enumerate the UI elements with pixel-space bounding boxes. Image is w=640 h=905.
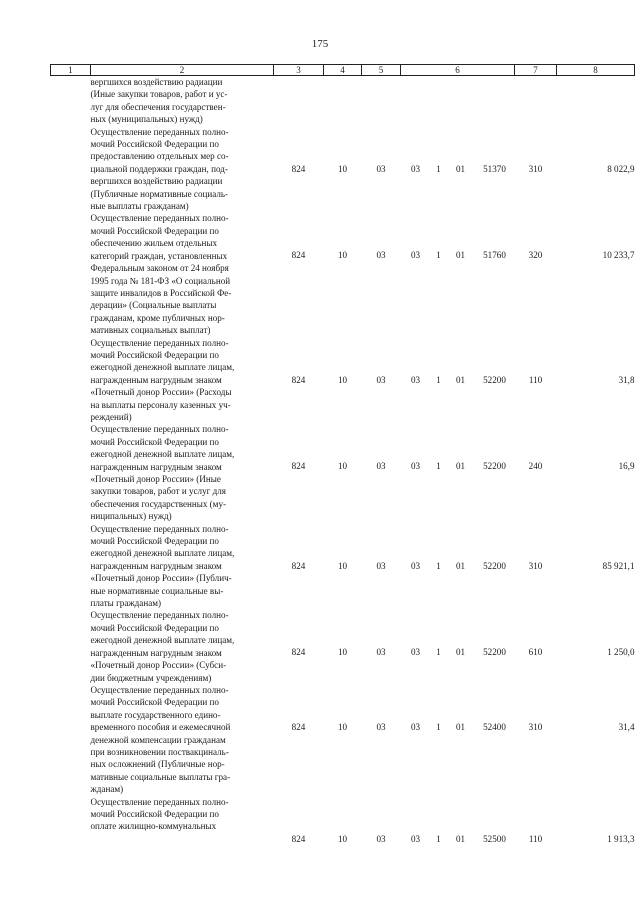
row-description: Осуществление переданных полно- мочий Российской Федерации по ежегодной денежной выплате лицам, награжденным нагрудным знаком «Почетный донор России» (Иные закупки товаров, работ и услуг для обеспечения государственных (му- ниципальных) нужд) (90, 424, 235, 522)
cell-amount: 31,4 (618, 721, 635, 732)
column-header: 7 (515, 65, 557, 76)
cell-ministry-code: 824 (291, 833, 306, 844)
continuation-text: вергшихся воздействию радиации (Иные закупки товаров, работ и ус- луг для обеспечения государствен- ных (муниципальных) нужд) (90, 77, 228, 125)
cell-amount: 1 913,3 (607, 833, 635, 844)
cell-amount: 10 233,7 (602, 250, 635, 261)
cell-subsection: 03 (376, 250, 386, 261)
cell-subprogram: 1 (436, 721, 441, 732)
table-row (51, 212, 635, 336)
column-header: 8 (557, 65, 635, 76)
cell-ministry-code: 824 (291, 647, 306, 658)
cell-subsection: 03 (376, 374, 386, 385)
column-header: 5 (362, 65, 401, 76)
cell-program: 03 (410, 461, 421, 472)
cell-amount: 8 022,9 (607, 163, 635, 174)
table-row (51, 337, 635, 424)
cell-expense-type: 310 (528, 721, 543, 732)
row-description: Осуществление переданных полно- мочий Российской Федерации по ежегодной денежной выплате лицам, награжденным нагрудным знаком «Почетный донор России» (Расходы на выплаты персоналу казенных уч- реждений) (90, 337, 235, 422)
cell-expense-type: 110 (528, 833, 543, 844)
cell-amount: 1 250,0 (607, 647, 635, 658)
row-description: Осуществление переданных полно- мочий Российской Федерации по предоставлению отдельных мер со- циальной поддержки граждан, под- вергшихся воздействию радиации (Публичные нормативные социаль- ные выплаты гражданам) (90, 126, 229, 212)
cell-expense-type: 610 (528, 647, 543, 658)
cell-section: 10 (337, 721, 348, 732)
cell-expense-type: 110 (528, 374, 543, 385)
column-header: 3 (274, 65, 324, 76)
cell-program: 03 (410, 250, 421, 261)
cell-subprogram: 1 (436, 163, 441, 174)
cell-activity: 01 (455, 560, 466, 571)
cell-direction: 52400 (483, 721, 506, 732)
table-header-row (51, 65, 635, 76)
cell-expense-type: 310 (528, 560, 543, 571)
cell-amount: 31,8 (618, 374, 635, 385)
cell-activity: 01 (455, 833, 466, 844)
cell-subsection: 03 (376, 461, 386, 472)
table-row (51, 684, 635, 796)
cell-activity: 01 (455, 374, 466, 385)
cell-activity: 01 (455, 250, 466, 261)
cell-direction: 52200 (483, 374, 506, 385)
row-description: Осуществление переданных полно- мочий Российской Федерации по ежегодной денежной выплате лицам, награжденным нагрудным знаком «Почетный донор России» (Субси- дии бюджетным учреждениям) (90, 610, 235, 683)
cell-activity: 01 (455, 461, 466, 472)
cell-section: 10 (337, 461, 348, 472)
cell-ministry-code: 824 (291, 374, 306, 385)
cell-activity: 01 (455, 163, 466, 174)
cell-section: 10 (337, 374, 348, 385)
cell-section: 10 (337, 250, 348, 261)
cell-program: 03 (410, 721, 421, 732)
column-header: 6 (401, 65, 515, 76)
cell-subprogram: 1 (436, 560, 441, 571)
table-row (51, 126, 635, 213)
column-header: 4 (324, 65, 362, 76)
cell-subsection: 03 (376, 560, 386, 571)
cell-section: 10 (337, 647, 348, 658)
cell-section: 10 (337, 833, 348, 844)
cell-section: 10 (337, 560, 348, 571)
cell-direction: 52200 (483, 647, 506, 658)
cell-direction: 52200 (483, 560, 506, 571)
table-row (51, 609, 635, 683)
cell-program: 03 (410, 163, 421, 174)
page-number: 175 (311, 38, 329, 50)
cell-expense-type: 240 (528, 461, 543, 472)
cell-program: 03 (410, 833, 421, 844)
cell-subprogram: 1 (436, 647, 441, 658)
cell-ministry-code: 824 (291, 461, 306, 472)
cell-program: 03 (410, 374, 421, 385)
cell-ministry-code: 824 (291, 721, 306, 732)
column-header: 1 (51, 65, 91, 76)
cell-subsection: 03 (376, 163, 386, 174)
cell-activity: 01 (455, 647, 466, 658)
cell-activity: 01 (455, 721, 466, 732)
cell-direction: 52200 (483, 461, 506, 472)
cell-amount: 85 921,1 (602, 560, 635, 571)
cell-subsection: 03 (376, 647, 386, 658)
cell-expense-type: 320 (528, 250, 543, 261)
cell-subsection: 03 (376, 721, 386, 732)
row-description: Осуществление переданных полно- мочий Российской Федерации по ежегодной денежной выплате лицам, награжденным нагрудным знаком «Почетный донор России» (Публич- ные нормативные социальные вы- платы гражданам) (90, 523, 235, 609)
column-header: 2 (91, 65, 274, 76)
cell-amount: 16,9 (618, 461, 635, 472)
continuation-row (51, 76, 635, 126)
cell-subprogram: 1 (436, 374, 441, 385)
table-row (51, 523, 635, 610)
cell-section: 10 (337, 163, 348, 174)
cell-expense-type: 310 (528, 163, 543, 174)
cell-direction: 51370 (483, 163, 506, 174)
row-description: Осуществление переданных полно- мочий Российской Федерации по выплате государственного едино- временного пособия и ежемесячной денежной компенсации гражданам при возникновении поствакциналь- ных осложнений (Публичные нор- мативные социальные выплаты гра- жданам) (90, 684, 231, 795)
cell-program: 03 (410, 647, 421, 658)
cell-ministry-code: 824 (291, 163, 306, 174)
cell-direction: 51760 (483, 250, 506, 261)
budget-table (50, 64, 635, 845)
cell-subprogram: 1 (436, 833, 441, 844)
table-row (51, 423, 635, 522)
cell-ministry-code: 824 (291, 250, 306, 261)
cell-program: 03 (410, 560, 421, 571)
table-row (51, 796, 635, 845)
cell-direction: 52500 (483, 833, 506, 844)
row-description: Осуществление переданных полно- мочий Российской Федерации по оплате жилищно-коммунальных (90, 796, 229, 832)
cell-subprogram: 1 (436, 461, 441, 472)
row-description: Осуществление переданных полно- мочий Российской Федерации по обеспечению жильем отдельных категорий граждан, установленных Федеральным законом от 24 ноября 1995 года № 181-ФЗ «О социальной защите инвалидов в Российской Фе- дерации» (Социальные выплаты гражданам, кроме публичных нор- мативных социальных выплат) (90, 213, 232, 336)
table-body (51, 76, 635, 845)
cell-ministry-code: 824 (291, 560, 306, 571)
cell-subsection: 03 (376, 833, 386, 844)
cell-subprogram: 1 (436, 250, 441, 261)
